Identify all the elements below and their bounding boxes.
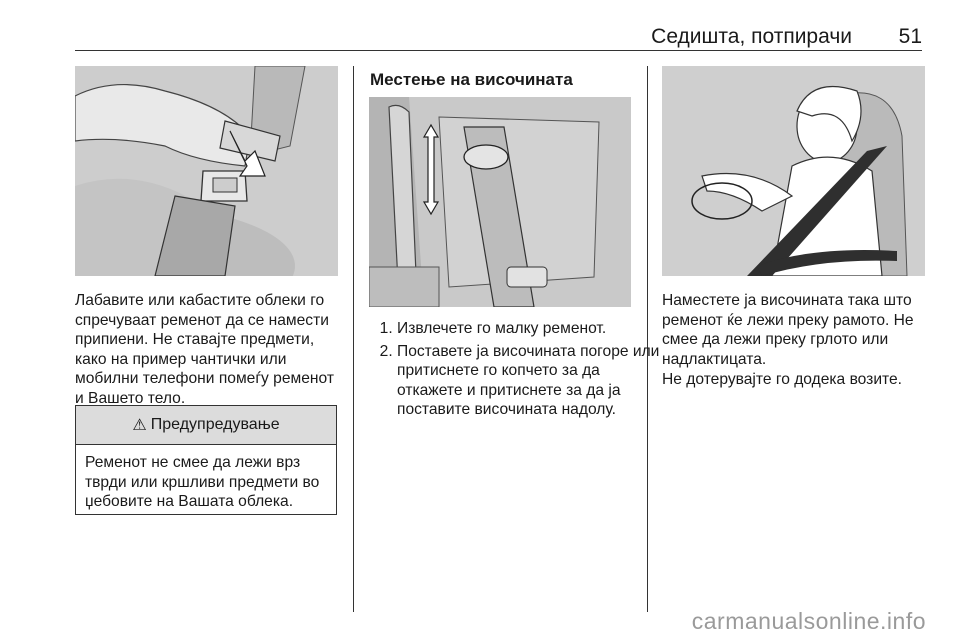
column-divider-left (353, 66, 354, 612)
col3-paragraph-2: Не дотерувајте го додека возите. (662, 371, 903, 388)
warning-title: Предупредување (150, 416, 280, 433)
header-rule (75, 50, 922, 51)
warning-box (75, 405, 337, 515)
steps-list (370, 319, 667, 423)
driver-seatbelt-illustration (662, 66, 925, 276)
watermark-text: carmanualsonline.info (691, 608, 926, 634)
page-header-title: Седишта, потпирачи (651, 25, 852, 48)
section-heading: Местење на височината (370, 70, 573, 89)
seatbelt-buckle-illustration (75, 66, 338, 276)
warning-body: Ременот не смее да лежи врз тврди или кршливи предмети во џебовите на Вашата облека. (85, 454, 320, 510)
list-item: 1. Извлечете го малку ременот. (397, 319, 667, 339)
intro-paragraph: Лабавите или кабастите облеки го спречуваат ременот да се намести припиени. Не ставајте предмети, како на пример чантички или мобилни телефони помеѓу ременот и Вашето тело. (75, 292, 334, 407)
warning-triangle-icon: ⚠ (132, 417, 147, 434)
warning-header (76, 406, 336, 445)
height-adjuster-illustration (369, 97, 631, 307)
col3-paragraph-1: Наместете ја височината така што ременот ќе лежи преку рамото. Не смее да лежи преку грлото или надлактицата. (662, 292, 914, 368)
page-number: 51 (898, 25, 922, 48)
list-item: 2. Поставете ја височината погоре или притиснете го копчето за да откажете и притиснете за да ја поставите височината надолу. (397, 342, 667, 420)
